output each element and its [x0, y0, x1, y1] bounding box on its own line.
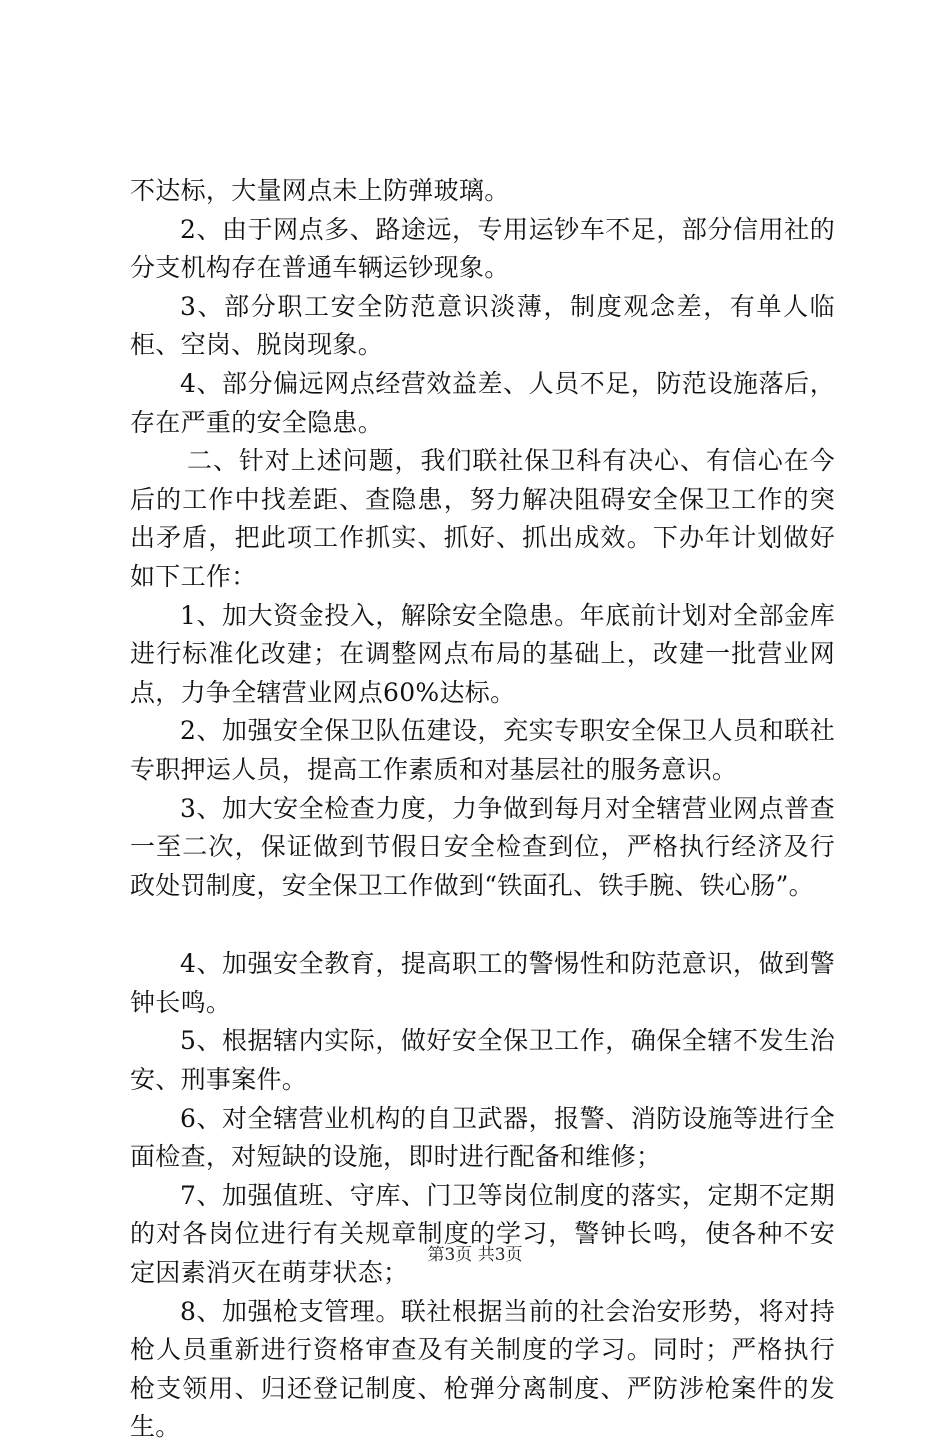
- paragraph-plan-7: 7、加强值班、守库、门卫等岗位制度的落实，定期不定期的对各岗位进行有关规章制度的学习，警钟长鸣，使各种不安定因素消灭在萌芽状态；: [130, 1180, 835, 1288]
- paragraph-problem-2: 2、由于网点多、路途远，专用运钞车不足，部分信用社的分支机构存在普通车辆运钞现象。: [130, 214, 835, 283]
- paragraph-plan-3: 3、加大安全检查力度，力争做到每月对全辖营业网点普查一至二次，保证做到节假日安全检查到位，严格执行经济及行政处罚制度，安全保卫工作做到“铁面孔、铁手腕、铁心肠”。: [130, 793, 835, 900]
- paragraph-plan-4: 4、加强安全教育，提高职工的警惕性和防范意识，做到警钟长鸣。: [130, 949, 835, 1017]
- paragraph-plan-6: 6、对全辖营业机构的自卫武器，报警、消防设施等进行全面检查，对短缺的设施，即时进行配备和维修；: [130, 1103, 835, 1172]
- paragraph-plan-8: 8、加强枪支管理。联社根据当前的社会治安形势，将对持枪人员重新进行资格审查及有关制度的学习。同时；严格执行枪支领用、归还登记制度、枪弹分离制度、严防涉枪案件的发生。: [130, 1296, 835, 1442]
- paragraph-continuation: 不达标，大量网点未上防弹玻璃。: [130, 176, 510, 205]
- page-footer: 第3页 共3页: [427, 1245, 523, 1265]
- paragraph-problem-4: 4、部分偏远网点经营效益差、人员不足，防范设施落后，存在严重的安全隐患。: [130, 368, 835, 437]
- paragraph-plan-2: 2、加强安全保卫队伍建设，充实专职安全保卫人员和联社专职押运人员，提高工作素质和对基层社的服务意识。: [130, 716, 835, 784]
- paragraph-plan-1: 1、加大资金投入，解除安全隐患。年底前计划对全部金库进行标准化改建；在调整网点布局的基础上，改建一批营业网点，力争全辖营业网点60%达标。: [130, 600, 835, 707]
- paragraph-problem-3: 3、部分职工安全防范意识淡薄，制度观念差，有单人临柜、空岗、脱岗现象。: [130, 291, 835, 360]
- paragraph-plan-5: 5、根据辖内实际，做好安全保卫工作，确保全辖不发生治安、刑事案件。: [130, 1026, 835, 1095]
- paragraph-section-2: 二、针对上述问题，我们联社保卫科有决心、有信心在今后的工作中找差距、查隐患，努力解决阻碍安全保卫工作的突出矛盾，把此项工作抓实、抓好、抓出成效。下办年计划做好如下工作：: [130, 446, 835, 591]
